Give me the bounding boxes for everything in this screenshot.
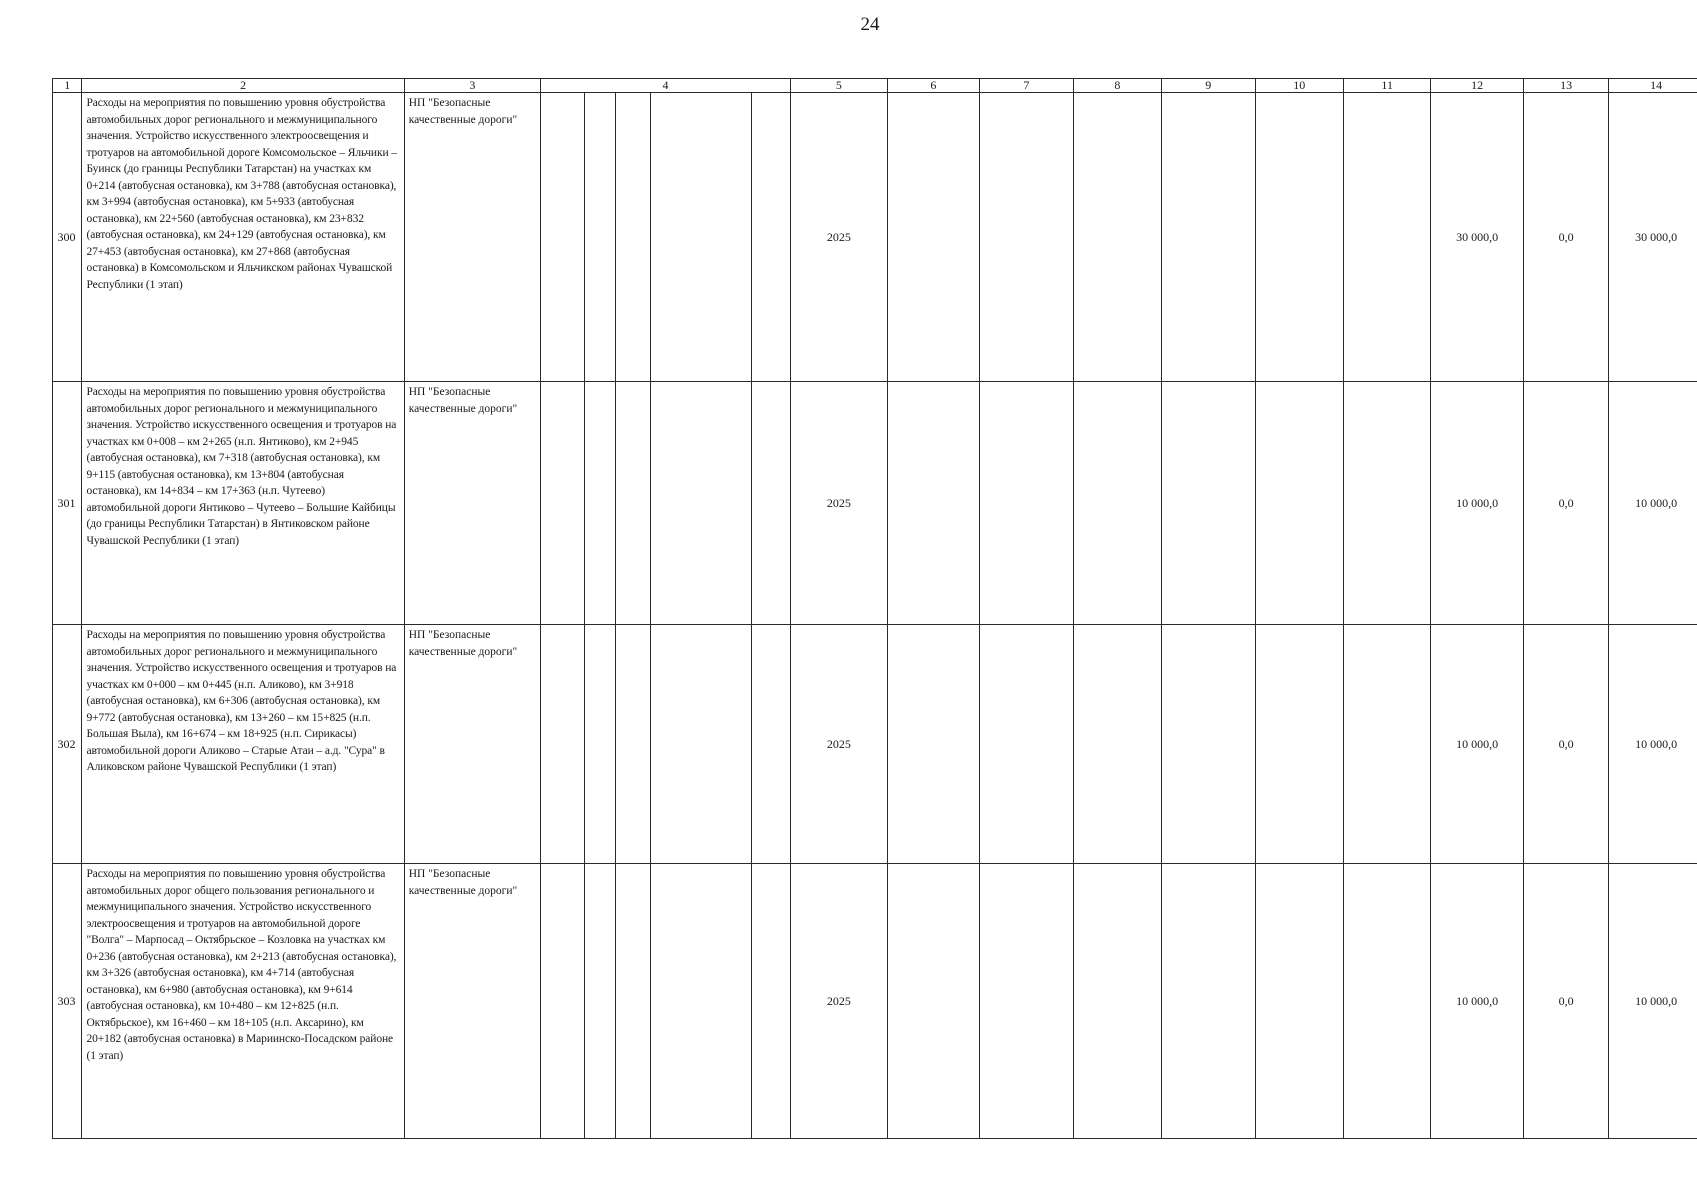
blank-cell [650, 625, 752, 864]
blank-cell [540, 625, 584, 864]
header-cell-6: 6 [887, 79, 980, 93]
row-number: 301 [53, 382, 82, 625]
header-cell-8: 8 [1073, 79, 1161, 93]
row-value-col14: 30 000,0 [1609, 93, 1697, 382]
blank-cell [887, 625, 980, 864]
row-year: 2025 [791, 93, 888, 382]
blank-cell [1162, 93, 1256, 382]
row-executor: НП "Безопасные качественные дороги" [404, 93, 540, 382]
blank-cell [540, 93, 584, 382]
blank-cell [1255, 382, 1343, 625]
blank-cell [752, 93, 791, 382]
budget-table [52, 78, 1697, 1139]
row-year: 2025 [791, 625, 888, 864]
header-cell-9: 9 [1162, 79, 1256, 93]
blank-cell [540, 864, 584, 1139]
blank-cell [752, 864, 791, 1139]
row-value-col12: 10 000,0 [1431, 382, 1524, 625]
blank-cell [584, 864, 616, 1139]
row-executor: НП "Безопасные качественные дороги" [404, 382, 540, 625]
blank-cell [752, 382, 791, 625]
blank-cell [1162, 382, 1256, 625]
blank-cell [650, 864, 752, 1139]
blank-cell [980, 382, 1074, 625]
row-value-col14: 10 000,0 [1609, 625, 1697, 864]
header-cell-4: 4 [540, 79, 790, 93]
blank-cell [1255, 625, 1343, 864]
header-cell-3: 3 [404, 79, 540, 93]
header-cell-13: 13 [1523, 79, 1608, 93]
row-value-col12: 30 000,0 [1431, 93, 1524, 382]
header-cell-7: 7 [980, 79, 1074, 93]
blank-cell [1344, 864, 1431, 1139]
row-description: Расходы на мероприятия по повышению уровня обустройства автомобильных дорог регионального и межмуниципального значения. Устройство искусственного освещения и тротуаров на участках км 0+000 – км 0+445 (н.п. Аликово), км 3+918 (автобусная остановка), км 6+306 (автобусная остановка), км 9+772 (автобусная остановка), км 13+260 – км 15+825 (н.п. Большая Выла), км 16+674 – км 18+925 (н.п. Сирикасы) автомобильной дороги Аликово – Старые Атаи – а.д. "Сура" в Аликовском районе Чувашской Республики (1 этап) [82, 625, 404, 864]
blank-cell [1344, 93, 1431, 382]
blank-cell [1344, 625, 1431, 864]
blank-cell [1073, 625, 1161, 864]
row-number: 300 [53, 93, 82, 382]
header-row [53, 79, 1697, 93]
blank-cell [650, 93, 752, 382]
blank-cell [887, 382, 980, 625]
table-row [53, 93, 1697, 382]
row-number: 302 [53, 625, 82, 864]
blank-cell [584, 93, 616, 382]
blank-cell [1073, 93, 1161, 382]
row-value-col12: 10 000,0 [1431, 864, 1524, 1139]
row-value-col14: 10 000,0 [1609, 864, 1697, 1139]
header-cell-5: 5 [791, 79, 888, 93]
row-executor: НП "Безопасные качественные дороги" [404, 625, 540, 864]
row-value-col14: 10 000,0 [1609, 382, 1697, 625]
row-value-col13: 0,0 [1523, 382, 1608, 625]
blank-cell [540, 382, 584, 625]
blank-cell [584, 625, 616, 864]
blank-cell [1162, 864, 1256, 1139]
row-year: 2025 [791, 382, 888, 625]
header-cell-12: 12 [1431, 79, 1524, 93]
blank-cell [980, 864, 1074, 1139]
blank-cell [887, 93, 980, 382]
row-value-col13: 0,0 [1523, 93, 1608, 382]
blank-cell [887, 864, 980, 1139]
blank-cell [980, 93, 1074, 382]
blank-cell [1255, 93, 1343, 382]
blank-cell [584, 382, 616, 625]
blank-cell [1344, 382, 1431, 625]
header-cell-10: 10 [1255, 79, 1343, 93]
row-value-col13: 0,0 [1523, 625, 1608, 864]
table-row [53, 625, 1697, 864]
table-row [53, 382, 1697, 625]
row-year: 2025 [791, 864, 888, 1139]
blank-cell [1073, 864, 1161, 1139]
blank-cell [1073, 382, 1161, 625]
blank-cell [616, 93, 651, 382]
row-executor: НП "Безопасные качественные дороги" [404, 864, 540, 1139]
row-description: Расходы на мероприятия по повышению уровня обустройства автомобильных дорог общего пользования регионального и межмуниципального значения. Устройство искусственного электроосвещения и тротуаров на автомобильной дороге "Волга" – Марпосад – Октябрьское – Козловка на участках км 0+236 (автобусная остановка), км 2+213 (автобусная остановка), км 3+326 (автобусная остановка), км 4+714 (автобусная остановка), км 6+980 (автобусная остановка), км 9+614 (автобусная остановка), км 10+480 – км 12+825 (н.п. Октябрьское), км 16+460 – км 18+105 (н.п. Аксарино), км 20+182 (автобусная остановка) в Мариинско-Посадском районе (1 этап) [82, 864, 404, 1139]
blank-cell [752, 625, 791, 864]
blank-cell [1255, 864, 1343, 1139]
blank-cell [1162, 625, 1256, 864]
header-cell-11: 11 [1344, 79, 1431, 93]
row-description: Расходы на мероприятия по повышению уровня обустройства автомобильных дорог регионального и межмуниципального значения. Устройство искусственного электроосвещения и тротуаров на автомобильной дороге Комсомольское – Яльчики – Буинск (до границы Республики Татарстан) на участках км 0+214 (автобусная остановка), км 3+788 (автобусная остановка), км 3+994 (автобусная остановка), км 5+933 (автобусная остановка), км 22+560 (автобусная остановка), км 23+832 (автобусная остановка), км 24+129 (автобусная остановка), км 27+453 (автобусная остановка), км 27+868 (автобусная остановка) в Комсомольском и Яльчикском районах Чувашской Республики (1 этап) [82, 93, 404, 382]
row-value-col12: 10 000,0 [1431, 625, 1524, 864]
header-cell-14: 14 [1609, 79, 1697, 93]
blank-cell [650, 382, 752, 625]
row-number: 303 [53, 864, 82, 1139]
header-cell-2: 2 [82, 79, 404, 93]
row-description: Расходы на мероприятия по повышению уровня обустройства автомобильных дорог регионального и межмуниципального значения. Устройство искусственного освещения и тротуаров на участках км 0+008 – км 2+265 (н.п. Янтиково), км 2+945 (автобусная остановка), км 7+318 (автобусная остановка), км 9+115 (автобусная остановка), км 13+804 (автобусная остановка), км 14+834 – км 17+363 (н.п. Чутеево) автомобильной дороги Янтиково – Чутеево – Большие Кайбицы (до границы Республики Татарстан) в Янтиковском районе Чувашской Республики (1 этап) [82, 382, 404, 625]
blank-cell [616, 382, 651, 625]
blank-cell [616, 864, 651, 1139]
header-cell-1: 1 [53, 79, 82, 93]
row-value-col13: 0,0 [1523, 864, 1608, 1139]
table-row [53, 864, 1697, 1139]
page-number: 24 [860, 14, 880, 35]
blank-cell [980, 625, 1074, 864]
blank-cell [616, 625, 651, 864]
